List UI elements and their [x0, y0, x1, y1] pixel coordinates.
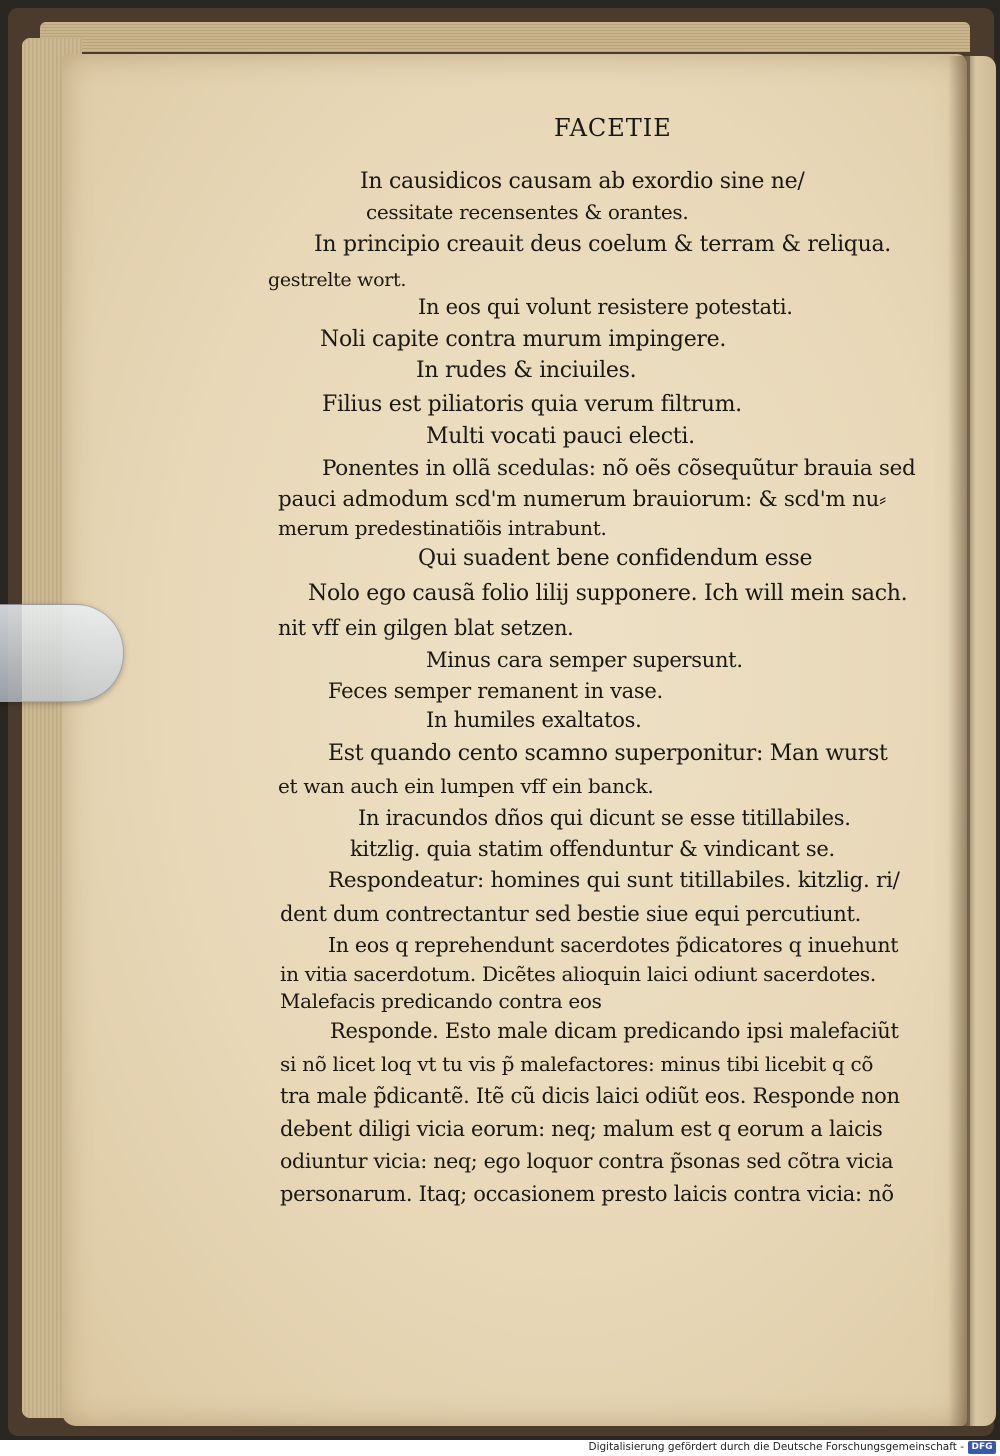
text-line: In eos q reprehendunt sacerdotes p̃dicatores q inuehunt [328, 933, 899, 957]
text-line: In principio creauit deus coelum & terram & reliqua. [314, 232, 891, 257]
text-line: In iracundos dños qui dicunt se esse titillabiles. [358, 806, 851, 830]
running-header: FACETIE [554, 114, 672, 142]
text-line: Ponentes in ollã scedulas: nõ oẽs cõsequũtur brauia sed [322, 456, 916, 481]
text-line: nit vff ein gilgen blat setzen. [278, 616, 574, 640]
text-line: personarum. Itaq; occasionem presto laicis contra vicia: nõ [280, 1182, 894, 1206]
text-line: In rudes & inciuiles. [416, 358, 637, 383]
text-line: Malefacis predicando contra eos [280, 989, 602, 1013]
text-line: In humiles exaltatos. [426, 708, 642, 732]
text-line: gestrelte wort. [268, 269, 407, 291]
text-line: Est quando cento scamno superponitur: Man wurst [328, 741, 888, 766]
text-line: tra male p̃dicantẽ. Itẽ cũ dicis laici odiũt eos. Responde non [280, 1084, 900, 1108]
text-line: Noli capite contra murum impingere. [320, 327, 727, 352]
footer-credit: Digitalisierung gefördert durch die Deutsche Forschungsgemeinschaft - [588, 1441, 964, 1453]
text-line: Qui suadent bene confidendum esse [418, 546, 813, 571]
text-line: si nõ licet loq vt tu vis p̃ malefactores: minus tibi licebit q cõ [280, 1052, 874, 1076]
text-line: Feces semper remanent in vase. [328, 679, 663, 703]
dfg-logo: DFG [968, 1441, 996, 1454]
text-line: in vitia sacerdotum. Dicẽtes alioquin laici odiunt sacerdotes. [280, 962, 876, 986]
digitization-footer [0, 1440, 1000, 1456]
text-line: et wan auch ein lumpen vff ein banck. [278, 774, 654, 798]
text-line: Multi vocati pauci electi. [426, 424, 695, 449]
text-line: merum predestinatiõis intrabunt. [278, 516, 607, 540]
text-line: Filius est piliatoris quia verum filtrum. [322, 392, 742, 417]
text-line: dent dum contrectantur sed bestie siue equi percutiunt. [280, 902, 861, 926]
text-line: cessitate recensentes & orantes. [366, 200, 689, 224]
text-line: Nolo ego causã folio lilij supponere. Ich will mein sach. [308, 581, 908, 606]
text-line: odiuntur vicia: neq; ego loquor contra p̃sonas sed cõtra vicia [280, 1149, 894, 1173]
text-line: debent diligi vicia eorum: neq; malum est q eorum a laicis [280, 1117, 883, 1141]
text-line: pauci admodum scd'm numerum brauiorum: & scd'm nu⸗ [278, 487, 886, 512]
text-line: In eos qui volunt resistere potestati. [418, 295, 793, 319]
text-line: Minus cara semper supersunt. [426, 648, 743, 672]
text-line: kitzlig. quia statim offenduntur & vindicant se. [350, 837, 835, 861]
text-line: Respondeatur: homines qui sunt titillabiles. kitzlig. ri/ [328, 868, 900, 893]
text-line: Responde. Esto male dicam predicando ipsi malefaciũt [330, 1019, 899, 1043]
text-line: In causidicos causam ab exordio sine ne/ [360, 169, 805, 194]
